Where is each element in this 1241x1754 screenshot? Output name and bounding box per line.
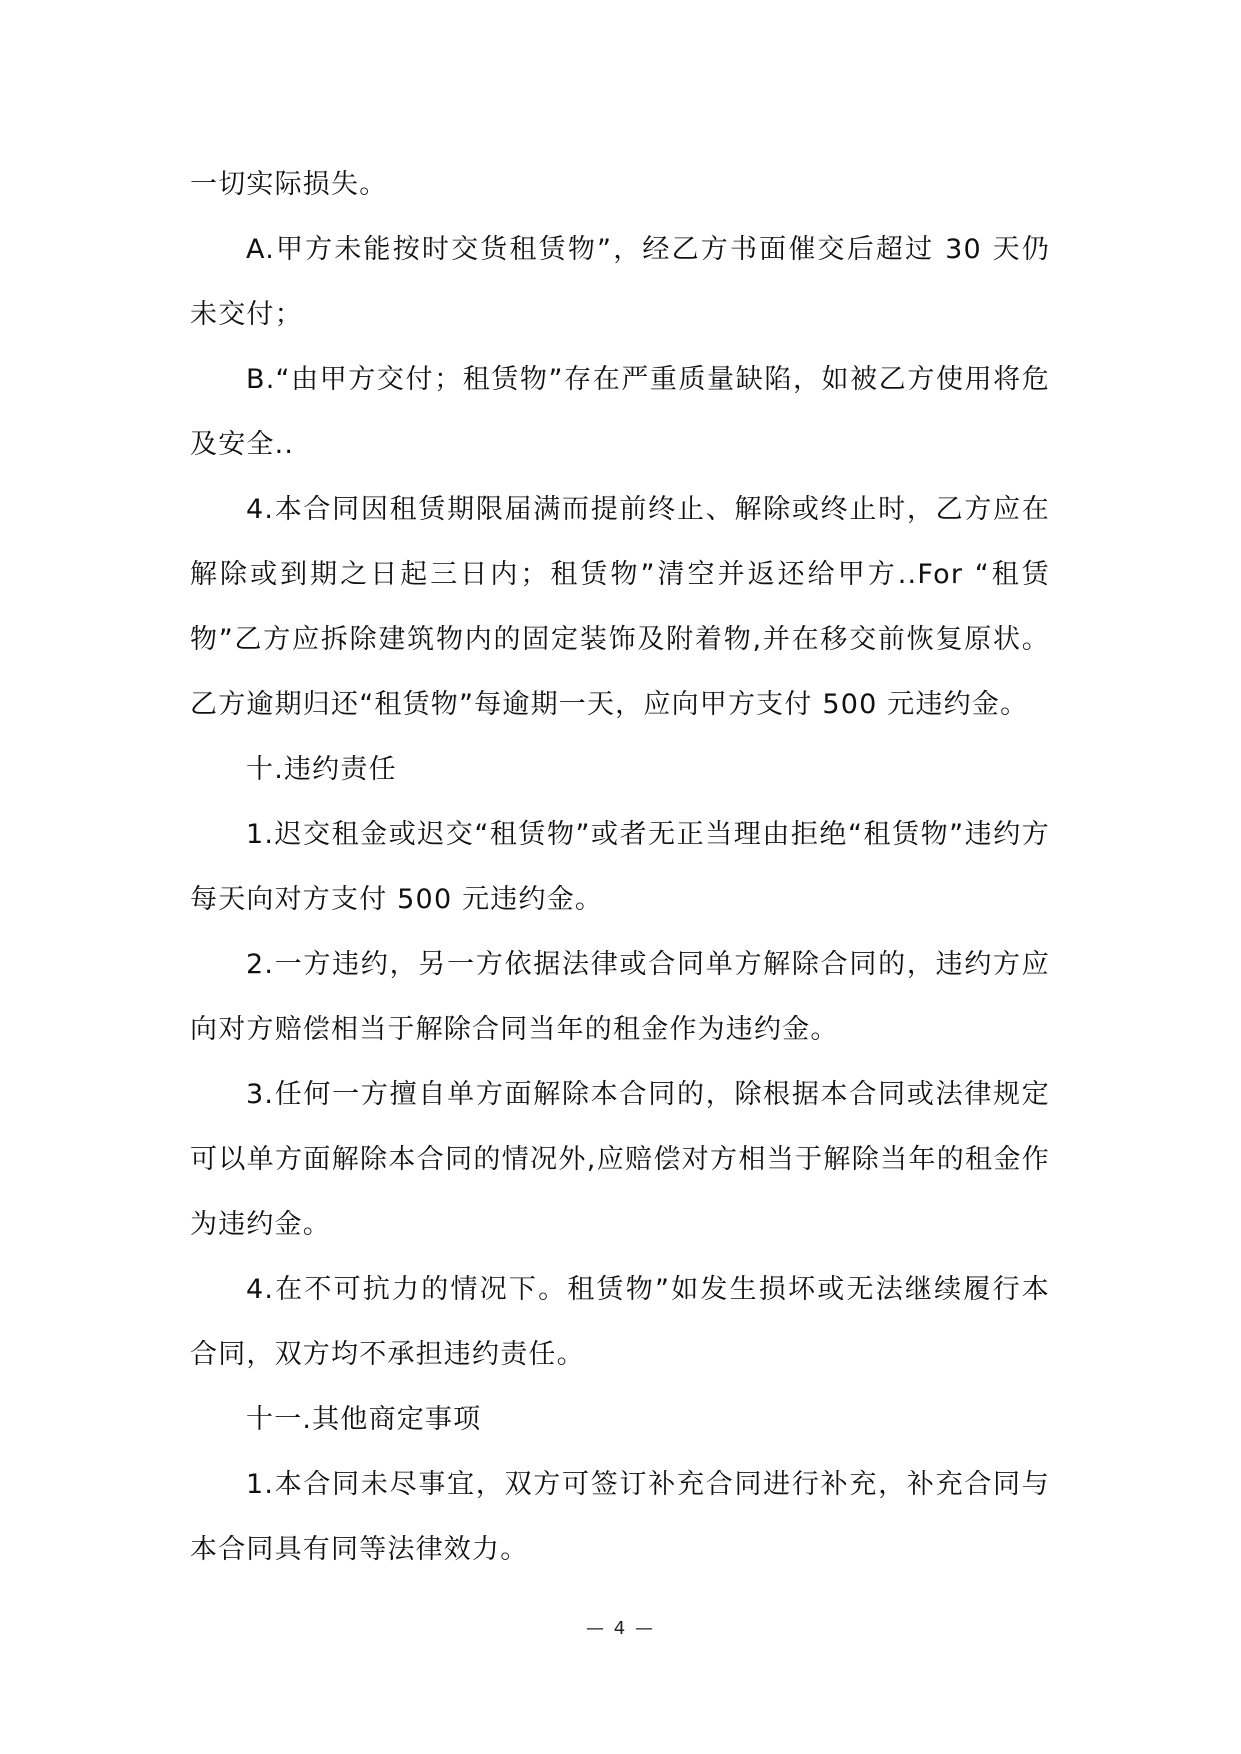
paragraph-other-1: 1.本合同未尽事宜，双方可签订补充合同进行补充，补充合同与本合同具有同等法律效力。 [190, 1469, 1050, 1565]
page-number: — 4 — [586, 1618, 655, 1639]
paragraph-breach-2: 2.一方违约，另一方依据法律或合同单方解除合同的，违约方应向对方赔偿相当于解除合同当年的租金作为违约金。 [190, 949, 1050, 1045]
contract-body [190, 152, 1050, 1582]
paragraph-breach-3: 3.任何一方擅自单方面解除本合同的，除根据本合同或法律规定可以单方面解除本合同的情况外,应赔偿对方相当于解除当年的租金作为违约金。 [190, 1079, 1050, 1240]
paragraph-breach-4: 4.在不可抗力的情况下。租赁物”如发生损坏或无法继续履行本合同，双方均不承担违约责任。 [190, 1274, 1050, 1370]
section-heading-other-matters: 十一.其他商定事项 [246, 1404, 482, 1435]
paragraph-loss-continuation: 一切实际损失。 [190, 169, 388, 200]
paragraph-breach-1: 1.迟交租金或迟交“租赁物”或者无正当理由拒绝“租赁物”违约方每天向对方支付 500 元违约金。 [190, 819, 1050, 915]
section-heading-breach: 十.违约责任 [246, 754, 397, 785]
paragraph-item-4-return: 4.本合同因租赁期限届满而提前终止、解除或终止时，乙方应在解除或到期之日起三日内；租赁物”清空并返还给甲方..For “租赁物”乙方应拆除建筑物内的固定装饰及附着物,并在移交前恢复原状。乙方逾期归还“租赁物”每逾期一天，应向甲方支付 500 元违约金。 [190, 494, 1050, 720]
paragraph-clause-b: B.“由甲方交付；租赁物”存在严重质量缺陷，如被乙方使用将危及安全.. [190, 364, 1050, 460]
paragraph-clause-a: A.甲方未能按时交货租赁物”，经乙方书面催交后超过 30 天仍未交付； [190, 234, 1050, 330]
